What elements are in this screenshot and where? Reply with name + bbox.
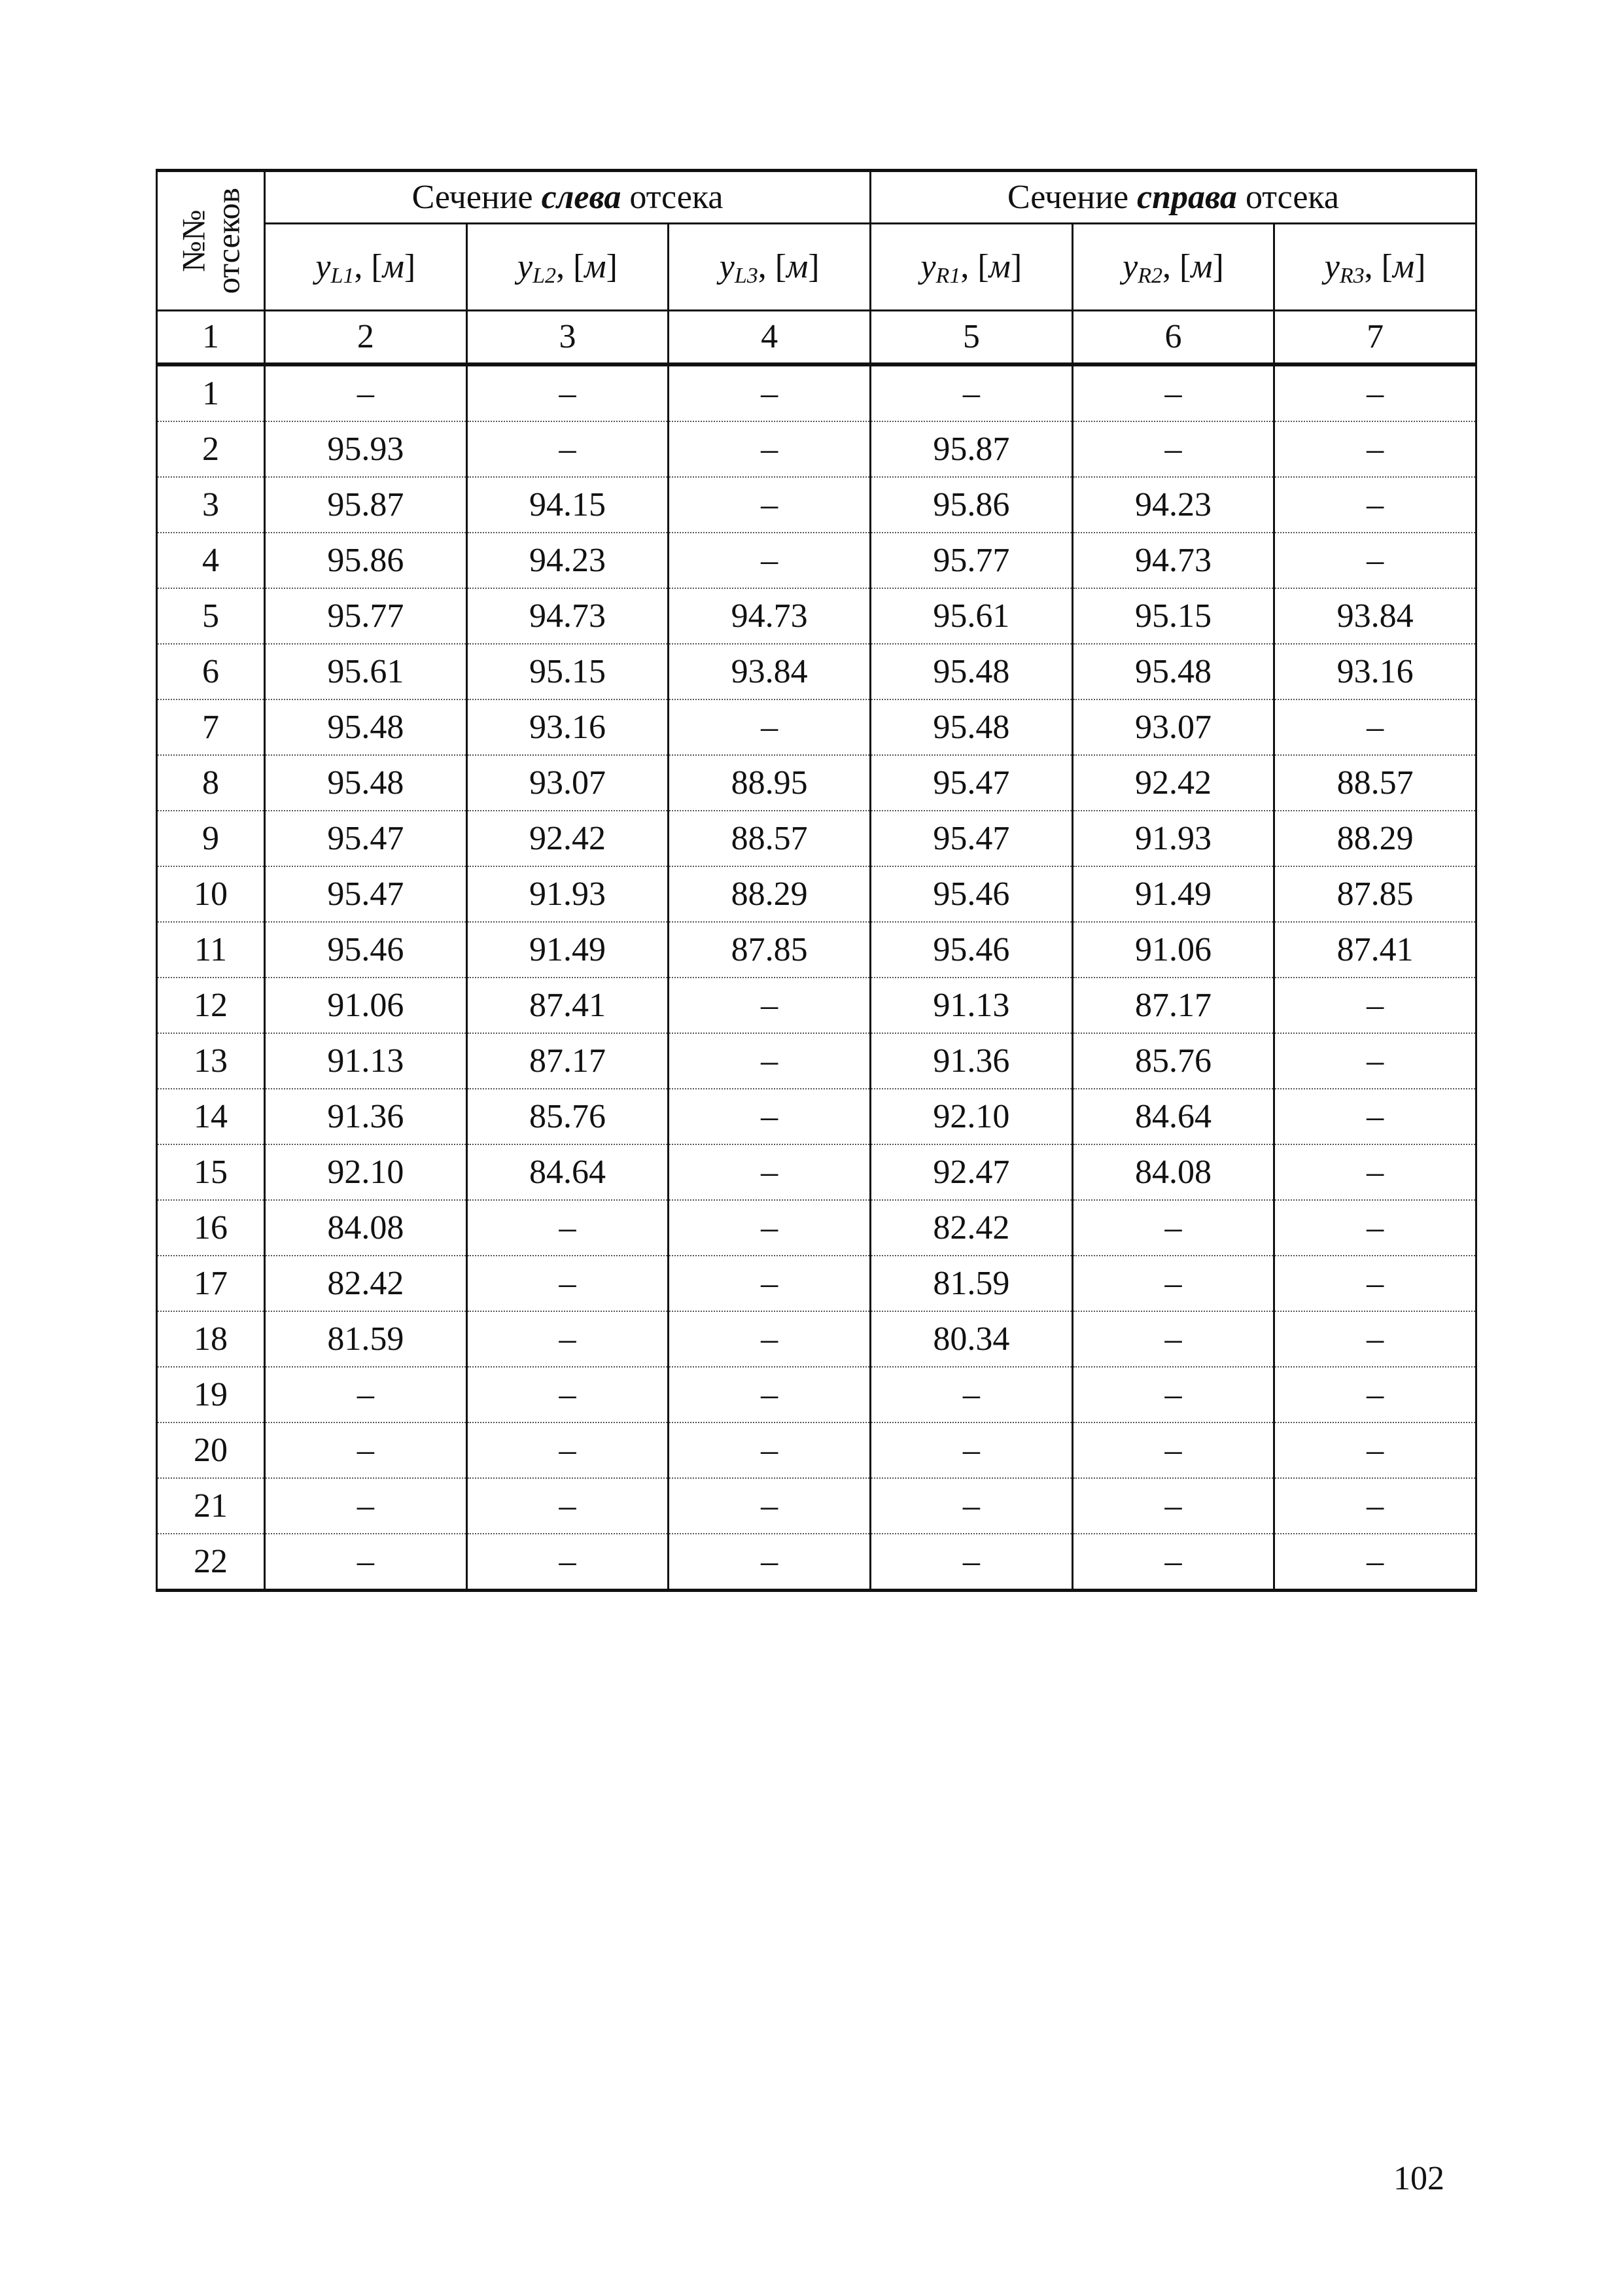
- value-cell: 82.42: [870, 1200, 1072, 1256]
- value-cell: 87.41: [1274, 922, 1476, 978]
- value-cell: –: [1274, 1478, 1476, 1534]
- compartment-number-cell: 17: [157, 1256, 265, 1311]
- value-cell: –: [1072, 1422, 1274, 1478]
- value-cell: 95.47: [265, 811, 467, 866]
- value-cell: –: [1274, 477, 1476, 533]
- value-cell: 91.49: [466, 922, 669, 978]
- value-cell: 95.48: [265, 755, 467, 811]
- table-row: [157, 644, 1476, 699]
- value-cell: 95.87: [870, 421, 1072, 477]
- value-cell: –: [1274, 1367, 1476, 1422]
- compartment-number-cell: 22: [157, 1534, 265, 1591]
- column-header-l2: $y_{L2}$, [м]: [466, 224, 669, 311]
- value-cell: 93.07: [466, 755, 669, 811]
- value-cell: –: [1072, 421, 1274, 477]
- column-number-cell: 7: [1274, 311, 1476, 365]
- table-row: [157, 1256, 1476, 1311]
- value-cell: –: [1072, 1311, 1274, 1367]
- value-cell: 93.16: [1274, 644, 1476, 699]
- value-cell: –: [669, 1367, 871, 1422]
- value-cell: –: [870, 1478, 1072, 1534]
- value-cell: 95.61: [265, 644, 467, 699]
- value-cell: 84.64: [466, 1144, 669, 1200]
- value-cell: 94.73: [1072, 533, 1274, 588]
- value-cell: 91.93: [466, 866, 669, 922]
- value-cell: 95.77: [870, 533, 1072, 588]
- table-row: [157, 421, 1476, 477]
- value-cell: 94.15: [466, 477, 669, 533]
- value-cell: –: [669, 421, 871, 477]
- value-cell: –: [1072, 1200, 1274, 1256]
- value-cell: –: [1072, 364, 1274, 421]
- value-cell: 93.16: [466, 699, 669, 755]
- value-cell: –: [1072, 1534, 1274, 1591]
- value-cell: –: [870, 364, 1072, 421]
- value-cell: 91.13: [870, 978, 1072, 1033]
- value-cell: –: [1274, 421, 1476, 477]
- value-cell: –: [870, 1367, 1072, 1422]
- value-cell: 91.06: [265, 978, 467, 1033]
- table-row: [157, 364, 1476, 421]
- value-cell: –: [1274, 1422, 1476, 1478]
- compartment-number-cell: 10: [157, 866, 265, 922]
- table-row: [157, 588, 1476, 644]
- value-cell: 93.84: [669, 644, 871, 699]
- table-body: [157, 364, 1476, 1591]
- compartment-number-cell: 2: [157, 421, 265, 477]
- value-cell: 95.15: [1072, 588, 1274, 644]
- compartment-table-wrapper: [156, 169, 1475, 1592]
- table-row: [157, 1367, 1476, 1422]
- value-cell: –: [1274, 978, 1476, 1033]
- value-cell: 95.77: [265, 588, 467, 644]
- value-cell: –: [1274, 1311, 1476, 1367]
- table-row: [157, 1478, 1476, 1534]
- value-cell: –: [669, 1033, 871, 1089]
- value-cell: 94.23: [1072, 477, 1274, 533]
- value-cell: –: [265, 1367, 467, 1422]
- value-cell: 84.08: [1072, 1144, 1274, 1200]
- table-row: [157, 1144, 1476, 1200]
- value-cell: –: [669, 978, 871, 1033]
- table-row: [157, 1422, 1476, 1478]
- column-header-l3: $y_{L3}$, [м]: [669, 224, 871, 311]
- left-section-header: Сечение слева отсека: [265, 171, 871, 224]
- value-cell: 95.47: [870, 755, 1072, 811]
- value-cell: –: [669, 1478, 871, 1534]
- value-cell: 92.42: [1072, 755, 1274, 811]
- column-header-r3: $y_{R3}$, [м]: [1274, 224, 1476, 311]
- value-cell: 95.46: [870, 866, 1072, 922]
- value-cell: –: [466, 1200, 669, 1256]
- value-cell: 95.48: [870, 644, 1072, 699]
- value-cell: 88.29: [1274, 811, 1476, 866]
- value-cell: –: [1274, 1033, 1476, 1089]
- column-number-cell: 5: [870, 311, 1072, 365]
- value-cell: 88.95: [669, 755, 871, 811]
- value-cell: 94.73: [466, 588, 669, 644]
- value-cell: 95.48: [1072, 644, 1274, 699]
- value-cell: –: [1274, 533, 1476, 588]
- value-cell: –: [669, 1422, 871, 1478]
- value-cell: –: [669, 1144, 871, 1200]
- value-cell: –: [1072, 1478, 1274, 1534]
- value-cell: –: [870, 1422, 1072, 1478]
- value-cell: –: [669, 364, 871, 421]
- table-row: [157, 1089, 1476, 1144]
- value-cell: –: [870, 1534, 1072, 1591]
- compartment-sections-table: [156, 169, 1477, 1592]
- value-cell: 84.08: [265, 1200, 467, 1256]
- compartment-number-cell: 21: [157, 1478, 265, 1534]
- value-cell: 92.42: [466, 811, 669, 866]
- value-cell: 87.41: [466, 978, 669, 1033]
- value-cell: –: [1072, 1256, 1274, 1311]
- value-cell: 92.10: [870, 1089, 1072, 1144]
- right-emph: справа: [1137, 178, 1237, 216]
- value-cell: –: [466, 1256, 669, 1311]
- value-cell: 80.34: [870, 1311, 1072, 1367]
- value-cell: –: [265, 1534, 467, 1591]
- value-cell: –: [466, 1311, 669, 1367]
- value-cell: –: [1274, 1256, 1476, 1311]
- table-row: [157, 533, 1476, 588]
- value-cell: –: [669, 1089, 871, 1144]
- value-cell: 87.85: [1274, 866, 1476, 922]
- compartment-number-cell: 11: [157, 922, 265, 978]
- value-cell: 94.23: [466, 533, 669, 588]
- value-cell: –: [466, 364, 669, 421]
- value-cell: 92.10: [265, 1144, 467, 1200]
- value-cell: 94.73: [669, 588, 871, 644]
- value-cell: 87.85: [669, 922, 871, 978]
- value-cell: 91.36: [870, 1033, 1072, 1089]
- compartment-number-cell: 1: [157, 364, 265, 421]
- column-number-cell: 1: [157, 311, 265, 365]
- table-row: [157, 922, 1476, 978]
- value-cell: 91.06: [1072, 922, 1274, 978]
- compartment-number-cell: 5: [157, 588, 265, 644]
- table-row: [157, 477, 1476, 533]
- value-cell: 87.17: [1072, 978, 1274, 1033]
- value-cell: 91.36: [265, 1089, 467, 1144]
- value-cell: 95.61: [870, 588, 1072, 644]
- right-section-header: Сечение справа отсека: [870, 171, 1476, 224]
- value-cell: 95.48: [265, 699, 467, 755]
- value-cell: –: [1274, 364, 1476, 421]
- value-cell: –: [466, 421, 669, 477]
- value-cell: 95.48: [870, 699, 1072, 755]
- value-cell: 95.87: [265, 477, 467, 533]
- compartment-number-cell: 16: [157, 1200, 265, 1256]
- value-cell: –: [669, 1534, 871, 1591]
- value-cell: 88.29: [669, 866, 871, 922]
- column-header-r1: $y_{R1}$, [м]: [870, 224, 1072, 311]
- value-cell: 93.07: [1072, 699, 1274, 755]
- value-cell: 82.42: [265, 1256, 467, 1311]
- value-cell: 95.86: [870, 477, 1072, 533]
- value-cell: 84.64: [1072, 1089, 1274, 1144]
- compartment-number-cell: 18: [157, 1311, 265, 1367]
- compartment-number-cell: 7: [157, 699, 265, 755]
- table-row: [157, 978, 1476, 1033]
- value-cell: –: [265, 1422, 467, 1478]
- column-number-row: [157, 311, 1476, 365]
- value-cell: 95.47: [870, 811, 1072, 866]
- value-cell: –: [265, 364, 467, 421]
- value-cell: –: [669, 1256, 871, 1311]
- page-number: 102: [1393, 2160, 1444, 2197]
- value-cell: 91.49: [1072, 866, 1274, 922]
- value-cell: 88.57: [1274, 755, 1476, 811]
- compartment-number-cell: 9: [157, 811, 265, 866]
- column-number-cell: 6: [1072, 311, 1274, 365]
- compartment-number-cell: 3: [157, 477, 265, 533]
- value-cell: –: [669, 1311, 871, 1367]
- table-row: [157, 1534, 1476, 1591]
- value-cell: –: [1072, 1367, 1274, 1422]
- table-row: [157, 1200, 1476, 1256]
- table-row: [157, 866, 1476, 922]
- column-header-r2: $y_{R2}$, [м]: [1072, 224, 1274, 311]
- value-cell: –: [1274, 699, 1476, 755]
- left-emph: слева: [541, 178, 621, 216]
- value-cell: 91.93: [1072, 811, 1274, 866]
- value-cell: –: [669, 1200, 871, 1256]
- value-cell: –: [1274, 1089, 1476, 1144]
- value-cell: –: [669, 533, 871, 588]
- column-number-cell: 2: [265, 311, 467, 365]
- table-row: [157, 755, 1476, 811]
- value-cell: 87.17: [466, 1033, 669, 1089]
- table-row: [157, 1033, 1476, 1089]
- value-cell: –: [466, 1367, 669, 1422]
- value-cell: 95.47: [265, 866, 467, 922]
- value-cell: 81.59: [870, 1256, 1072, 1311]
- header-row-variables: [157, 224, 1476, 311]
- compartment-number-cell: 4: [157, 533, 265, 588]
- value-cell: 95.46: [265, 922, 467, 978]
- value-cell: –: [669, 477, 871, 533]
- compartment-number-cell: 19: [157, 1367, 265, 1422]
- value-cell: 91.13: [265, 1033, 467, 1089]
- value-cell: 93.84: [1274, 588, 1476, 644]
- column-number-cell: 3: [466, 311, 669, 365]
- value-cell: 95.15: [466, 644, 669, 699]
- compartment-number-cell: 14: [157, 1089, 265, 1144]
- value-cell: –: [1274, 1144, 1476, 1200]
- table-row: [157, 811, 1476, 866]
- table-row: [157, 699, 1476, 755]
- compartment-number-cell: 20: [157, 1422, 265, 1478]
- rowhead-numero: №№: [175, 209, 212, 272]
- column-number-cell: 4: [669, 311, 871, 365]
- value-cell: 95.93: [265, 421, 467, 477]
- value-cell: 95.86: [265, 533, 467, 588]
- compartment-number-cell: 8: [157, 755, 265, 811]
- value-cell: –: [466, 1478, 669, 1534]
- table-row: [157, 1311, 1476, 1367]
- compartment-number-header: [157, 171, 265, 311]
- value-cell: –: [1274, 1534, 1476, 1591]
- value-cell: 81.59: [265, 1311, 467, 1367]
- value-cell: –: [1274, 1200, 1476, 1256]
- compartment-number-cell: 12: [157, 978, 265, 1033]
- column-header-l1: $y_{L1}$, [м]: [265, 224, 467, 311]
- rowhead-label: отсеков: [209, 187, 246, 294]
- value-cell: 95.46: [870, 922, 1072, 978]
- value-cell: –: [466, 1534, 669, 1591]
- compartment-number-cell: 15: [157, 1144, 265, 1200]
- value-cell: 92.47: [870, 1144, 1072, 1200]
- value-cell: –: [669, 699, 871, 755]
- header-row-groups: [157, 171, 1476, 224]
- compartment-number-cell: 13: [157, 1033, 265, 1089]
- value-cell: –: [265, 1478, 467, 1534]
- value-cell: 85.76: [1072, 1033, 1274, 1089]
- compartment-number-cell: 6: [157, 644, 265, 699]
- value-cell: 88.57: [669, 811, 871, 866]
- value-cell: –: [466, 1422, 669, 1478]
- value-cell: 85.76: [466, 1089, 669, 1144]
